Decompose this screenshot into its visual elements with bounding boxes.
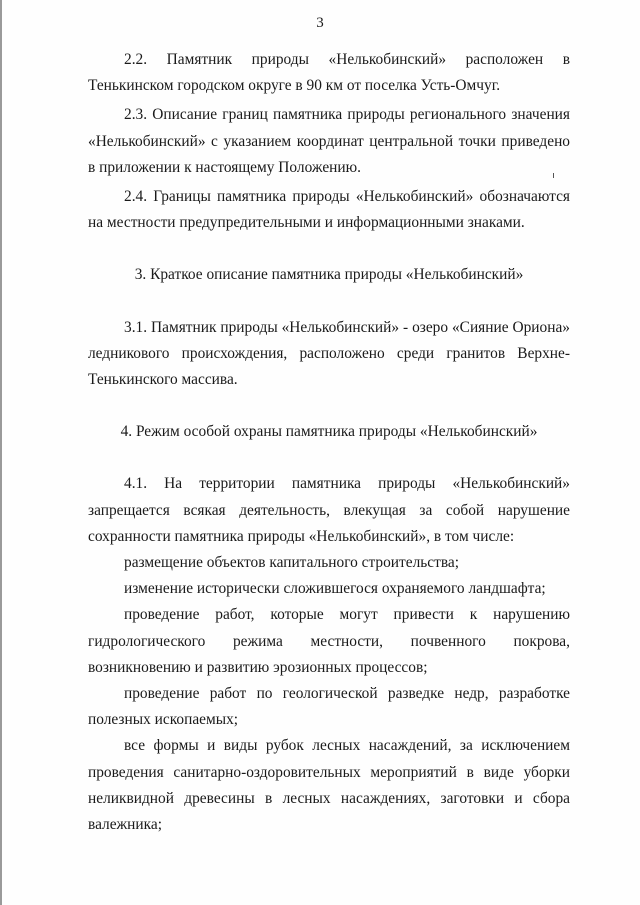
section-heading-4: 4. Режим особой охраны памятника природы «Нелькобинский» (120, 423, 538, 441)
scan-left-edge (0, 0, 2, 905)
paragraph-2-3: 2.3. Описание границ памятника природы регионального значения «Нелькобинский» с указанием координат центральной точки приведено в приложении к настоящему Положению. (88, 106, 570, 176)
list-item: проведение работ, которые могут привести к нарушению гидрологического режима местности, почвенного покрова, возникновению и развитию эрозионных процессов; (88, 606, 570, 676)
list-item: изменение исторически сложившегося охраняемого ландшафта; (124, 580, 546, 598)
page-number: 3 (316, 15, 324, 31)
section-heading-3: 3. Краткое описание памятника природы «Нелькобинский» (134, 266, 524, 284)
list-item: размещение объектов капитального строительства; (124, 554, 460, 572)
list-item: проведение работ по геологической разведке недр, разработке полезных ископаемых; (88, 685, 570, 729)
paragraph-2-2: 2.2. Памятник природы «Нелькобинский» расположен в Тенькинском городском округе в 90 км от поселка Усть-Омчуг. (88, 51, 570, 95)
document-body (88, 47, 570, 838)
paragraph-3-1: 3.1. Памятник природы «Нелькобинский» - озеро «Сияние Ориона» ледникового происхождения, расположено среди гранитов Верхне-Тенькинского массива. (88, 318, 570, 389)
paragraph-4-1: 4.1. На территории памятника природы «Нелькобинский» запрещается всякая деятельность, влекущая за собой нарушение сохранности памятника природы «Нелькобинский», в том числе: (88, 475, 570, 545)
paragraph-2-4: 2.4. Границы памятника природы «Нелькобинский» обозначаются на местности предупредительными и информационными знаками. (88, 188, 570, 232)
list-item: все формы и виды рубок лесных насаждений, за исключением проведения санитарно-оздоровительных мероприятий в виде уборки неликвидной древесины в лесных насаждениях, заготовки и сбора валежника; (88, 737, 570, 834)
